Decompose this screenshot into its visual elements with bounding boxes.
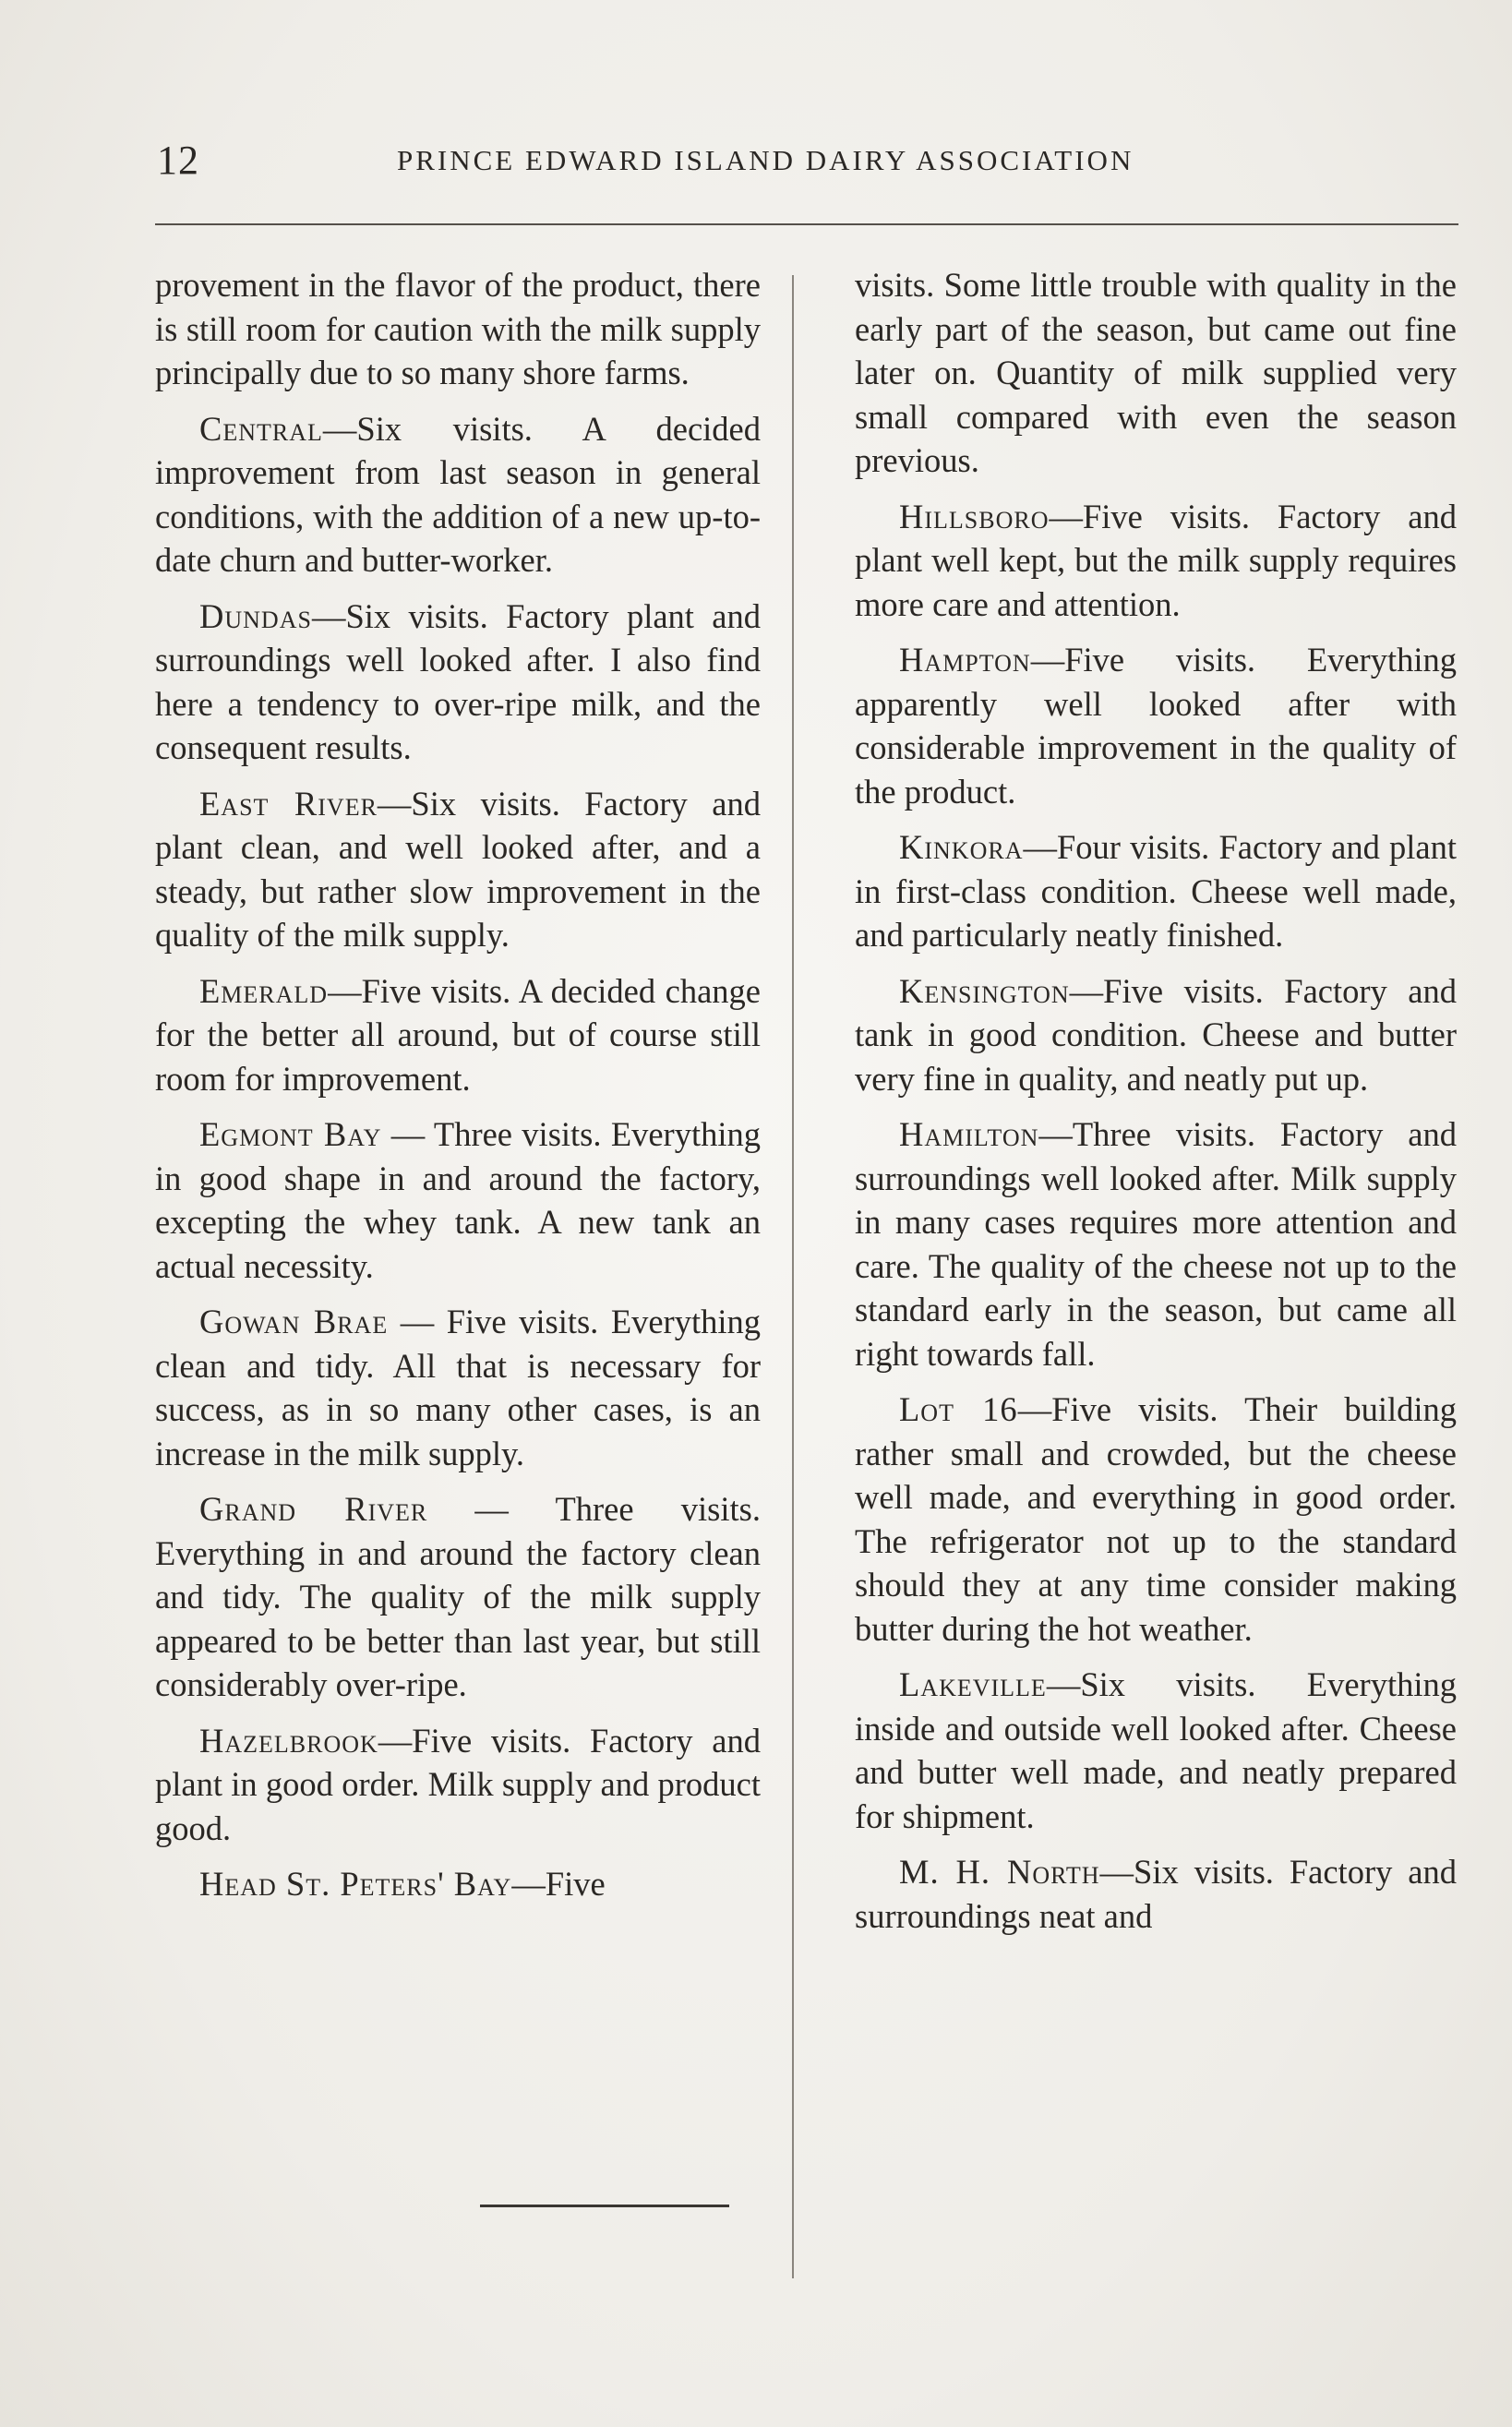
factory-heading: Kensington bbox=[899, 971, 1070, 1010]
factory-heading: M. H. North bbox=[899, 1853, 1100, 1891]
paragraph-left-5: Egmont Bay — Three visits. Everything in good shape in and around the factory, excepting the whey tank. A new tank an actual necessity. bbox=[155, 1115, 761, 1285]
factory-heading: Emerald bbox=[199, 971, 329, 1010]
factory-heading: Lot 16 bbox=[899, 1390, 1018, 1428]
paragraph-right-2: Hampton—Five visits. Everything apparently well looked after with considerable improvement in the quality of the product. bbox=[855, 641, 1457, 811]
section-underline bbox=[480, 2205, 729, 2207]
paragraph-right-8: M. H. North—Six visits. Factory and surroundings neat and bbox=[855, 1853, 1457, 1935]
paragraph-left-6: Gowan Brae — Five visits. Everything clean and tidy. All that is necessary for success, as in so many other cases, is an increase in the milk supply. bbox=[155, 1303, 761, 1472]
header-rule bbox=[155, 223, 1458, 225]
paragraph-right-7: Lakeville—Six visits. Everything inside and outside well looked after. Cheese and butter well made, and neatly prepared for shipment. bbox=[855, 1665, 1457, 1835]
paragraph-right-1: Hillsboro—Five visits. Factory and plant well kept, but the milk supply requires more care and attention. bbox=[855, 497, 1457, 623]
factory-heading: Egmont Bay bbox=[199, 1115, 382, 1153]
factory-heading: Grand River bbox=[199, 1490, 428, 1528]
paragraph-left-2: Dundas—Six visits. Factory plant and surroundings well looked after. I also find here a tendency to over-ripe milk, and the consequent results. bbox=[155, 596, 761, 766]
right-column bbox=[855, 263, 1457, 1938]
factory-heading: Lakeville bbox=[899, 1665, 1047, 1703]
factory-heading: East River bbox=[199, 784, 378, 823]
factory-heading: Gowan Brae bbox=[199, 1303, 389, 1340]
factory-heading: Dundas bbox=[199, 596, 312, 635]
paragraph-right-5: Hamilton—Three visits. Factory and surroundings well looked after. Milk supply in many cases requires more attention and care. The quality of the cheese not up to the standard early in the season, but came all right towards fall. bbox=[855, 1115, 1457, 1373]
paragraph-left-1: Central—Six visits. A decided improvement from last season in general conditions, with the addition of a new up-to-date churn and butter-worker. bbox=[155, 409, 761, 579]
paragraph-left-0: provement in the flavor of the product, there is still room for caution with the milk supply principally due to so many shore farms. bbox=[155, 266, 761, 391]
factory-heading: Hazelbrook bbox=[199, 1721, 378, 1760]
paragraph-left-8: Hazelbrook—Five visits. Factory and plant in good order. Milk supply and product good. bbox=[155, 1721, 761, 1847]
column-divider bbox=[792, 275, 794, 2278]
paragraph-right-3: Kinkora—Four visits. Factory and plant in first-class condition. Cheese well made, and particularly neatly finished. bbox=[855, 828, 1457, 954]
factory-heading: Kinkora bbox=[899, 828, 1024, 866]
paragraph-left-7: Grand River — Three visits. Everything in and around the factory clean and tidy. The quality of the milk supply appeared to be better than last year, but still considerably over-ripe. bbox=[155, 1490, 761, 1703]
page-header bbox=[157, 137, 1458, 192]
paragraph-right-6: Lot 16—Five visits. Their building rather small and crowded, but the cheese well made, and everything in good order. The refrigerator not up to the standard should they at any time consider making butter during the hot weather. bbox=[855, 1390, 1457, 1648]
paragraph-left-9: Head St. Peters' Bay—Five bbox=[199, 1865, 606, 1903]
paragraph-left-3: East River—Six visits. Factory and plant clean, and well looked after, and a steady, but rather slow improvement in the quality of the milk supply. bbox=[155, 784, 762, 954]
factory-heading: Central bbox=[199, 409, 323, 448]
factory-heading: Hamilton bbox=[899, 1115, 1039, 1153]
running-title: PRINCE EDWARD ISLAND DAIRY ASSOCIATION bbox=[397, 144, 1134, 176]
factory-heading: Hampton bbox=[899, 641, 1031, 679]
left-column bbox=[155, 263, 761, 1906]
factory-heading: Hillsboro bbox=[899, 497, 1050, 535]
paragraph-right-4: Kensington—Five visits. Factory and tank in good condition. Cheese and butter very fine in quality, and neatly put up. bbox=[855, 971, 1457, 1098]
page-number: 12 bbox=[157, 138, 199, 183]
paragraph-left-4: Emerald—Five visits. A decided change for the better all around, but of course still room for improvement. bbox=[155, 971, 761, 1098]
paragraph-right-0: visits. Some little trouble with quality in the early part of the season, but came out fine later on. Quantity of milk supplied very small compared with even the season previous. bbox=[855, 266, 1457, 479]
factory-heading: Head St. Peters' Bay bbox=[199, 1865, 512, 1903]
